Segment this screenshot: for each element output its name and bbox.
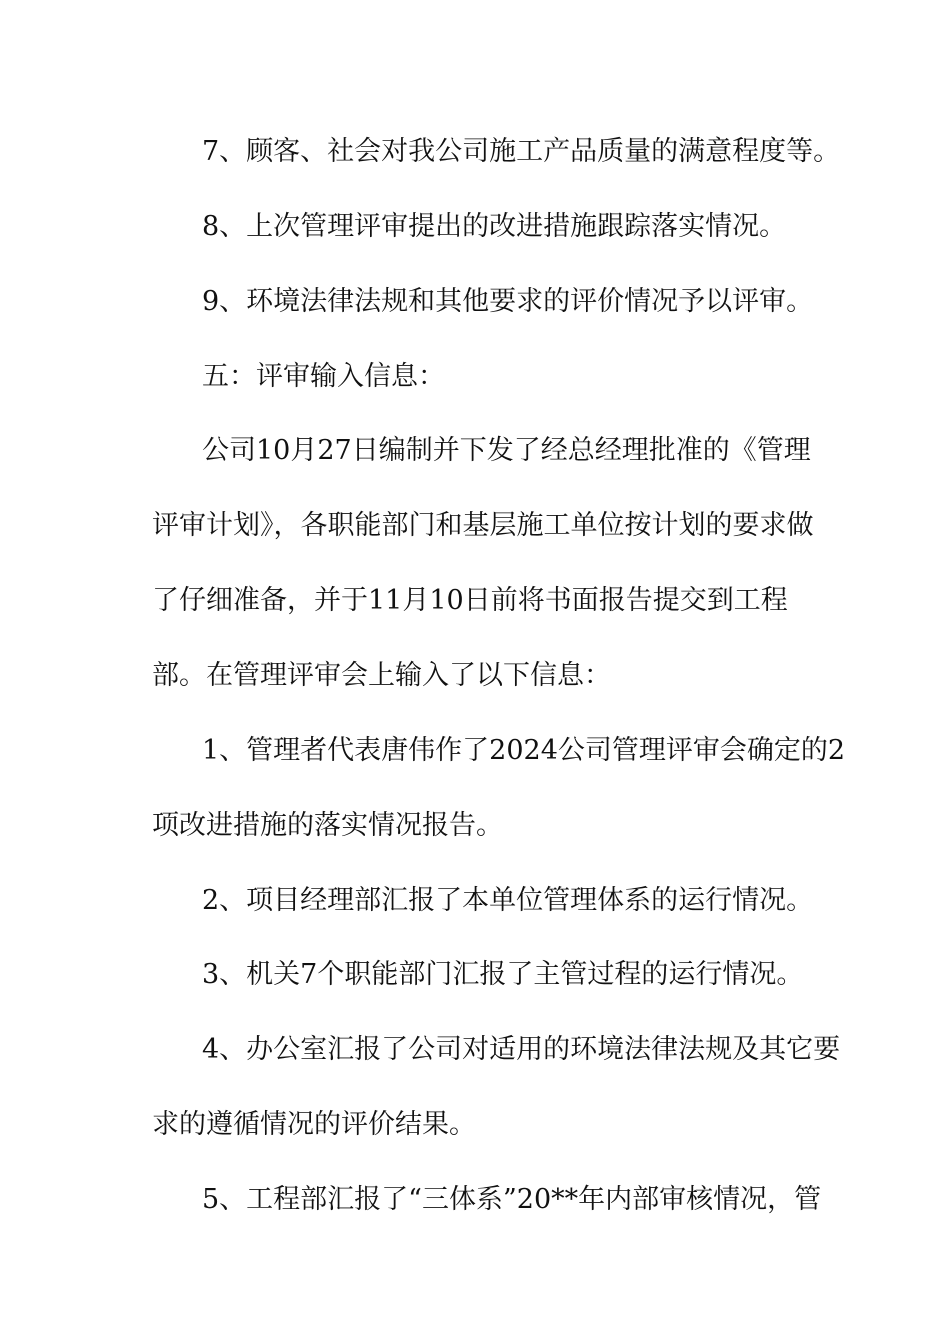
text-line: 评审计划》，各职能部门和基层施工单位按计划的要求做 (152, 510, 814, 541)
text-line: 8、上次管理评审提出的改进措施跟踪落实情况。 (202, 211, 787, 242)
text-line: 4、办公室汇报了公司对适用的环境法律法规及其它要 (202, 1034, 841, 1065)
text-line: 公司10月27日编制并下发了经总经理批准的《管理 (202, 435, 811, 466)
text-line: 7、顾客、社会对我公司施工产品质量的满意程度等。 (202, 136, 841, 167)
text-line: 项改进措施的落实情况报告。 (152, 810, 503, 841)
section-heading: 五：评审输入信息： (202, 361, 445, 392)
text-line: 3、机关7个职能部门汇报了主管过程的运行情况。 (202, 959, 804, 990)
text-line: 2、项目经理部汇报了本单位管理体系的运行情况。 (202, 885, 814, 916)
text-line: 9、环境法律法规和其他要求的评价情况予以评审。 (202, 286, 814, 317)
text-line: 求的遵循情况的评价结果。 (152, 1109, 476, 1140)
text-line: 5、工程部汇报了“三体系”20**年内部审核情况，管 (202, 1184, 822, 1215)
text-line: 部。在管理评审会上输入了以下信息： (152, 660, 611, 691)
text-line: 了仔细准备，并于11月10日前将书面报告提交到工程 (152, 585, 788, 616)
text-line: 1、管理者代表唐伟作了2024公司管理评审会确定的2 (202, 735, 846, 766)
